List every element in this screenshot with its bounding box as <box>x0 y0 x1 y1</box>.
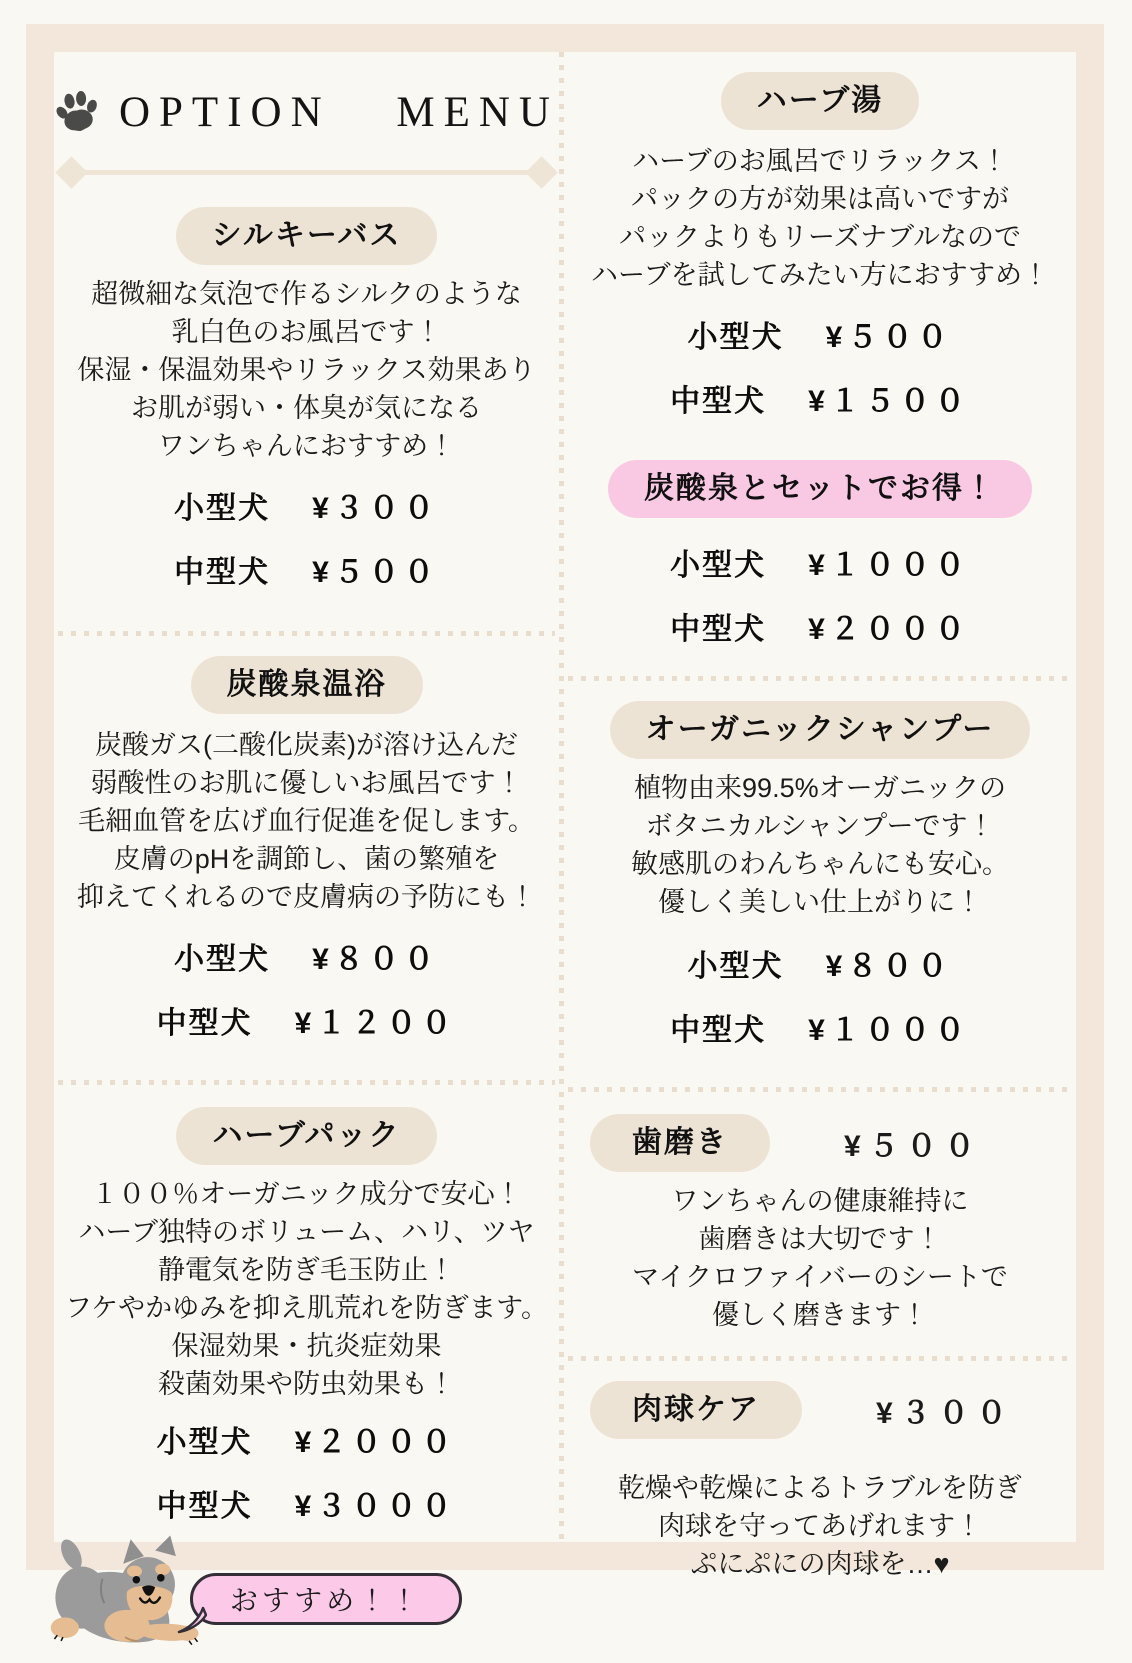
description-line: 殺菌効果や防虫効果も！ <box>158 1369 455 1399</box>
price-row <box>688 312 953 356</box>
organic-shampoo-prices <box>564 941 1076 1049</box>
price-row <box>670 1005 970 1049</box>
page-title: OPTION MENU <box>118 88 559 136</box>
price-value: ¥１５００ <box>808 385 970 418</box>
price-value: ¥５００ <box>825 321 953 354</box>
section-herb-pack-header <box>54 1107 559 1165</box>
description-line: ボタニカルシャンプーです！ <box>645 811 995 841</box>
speech-bubble-tail <box>177 1606 207 1634</box>
description-line: 歯磨きは大切です！ <box>698 1224 942 1254</box>
section-divider <box>58 631 555 636</box>
price-size-label: 小型犬 <box>687 950 784 983</box>
price-row <box>157 998 457 1042</box>
section-paw-care-header <box>564 1381 1076 1439</box>
price-row <box>174 547 439 591</box>
description-line: 抑えてくれるので皮膚病の予防にも！ <box>77 882 536 912</box>
section-divider <box>568 676 1072 681</box>
price-row <box>688 941 953 985</box>
price-value: ¥１０００ <box>808 1014 970 1047</box>
price-value: ¥３００ <box>312 492 439 525</box>
right-column <box>564 52 1076 1579</box>
price-size-label: 中型犬 <box>670 385 767 418</box>
recommendation-row <box>54 1533 559 1663</box>
title-divider <box>62 170 551 175</box>
description-line: 敏感肌のわんちゃんにも安心。 <box>631 849 1009 879</box>
organic-shampoo-description <box>564 769 1076 921</box>
description-line: お肌が弱い・体臭が気になる <box>131 393 482 423</box>
dog-illustration <box>46 1535 206 1663</box>
price-row <box>174 934 439 978</box>
section-herb-bath-header <box>564 72 1076 130</box>
silky-bath-description <box>54 275 559 465</box>
section-divider <box>58 1080 555 1085</box>
price-size-label: 小型犬 <box>174 943 271 976</box>
menu-content <box>54 52 1076 1616</box>
description-line: 保湿効果・抗炎症効果 <box>171 1331 442 1361</box>
carbonated-bath-prices <box>54 934 559 1042</box>
description-line: 超微細な気泡で作るシルクのような <box>91 279 522 309</box>
price-size-label: 小型犬 <box>687 321 784 354</box>
tooth-brushing-description <box>564 1182 1076 1334</box>
price-size-label: 中型犬 <box>670 1014 767 1047</box>
price-value: ¥２０００ <box>294 1426 457 1459</box>
description-line: 優しく美しい仕上がりに！ <box>658 887 982 917</box>
recommendation-text: おすすめ！！ <box>229 1585 423 1616</box>
description-line: フケやかゆみを抑え肌荒れを防ぎます。 <box>64 1293 549 1323</box>
paw-care-badge: 肉球ケア <box>590 1381 802 1439</box>
price-size-label: 中型犬 <box>156 1490 253 1523</box>
price-row <box>157 1481 457 1525</box>
price-value: ¥２０００ <box>808 613 970 646</box>
description-line: ワンちゃんにおすすめ！ <box>157 431 456 461</box>
price-row <box>157 1417 457 1461</box>
price-size-label: 中型犬 <box>174 556 271 589</box>
description-line: パックよりもリーズナブルなので <box>618 222 1022 252</box>
section-divider <box>568 1356 1072 1361</box>
herb-bath-prices <box>564 312 1076 420</box>
price-value: ¥１０００ <box>808 549 970 582</box>
carbonated-bath-description <box>54 726 559 916</box>
description-line: ぷにぷにの肉球を…♥ <box>690 1549 950 1579</box>
description-line: 乳白色のお風呂です！ <box>171 317 442 347</box>
description-line: 静電気を防ぎ毛玉防止！ <box>158 1255 455 1285</box>
description-line: 植物由来99.5%オーガニックの <box>634 773 1006 803</box>
set-offer-prices <box>564 540 1076 648</box>
silky-bath-badge: シルキーバス <box>176 207 438 265</box>
description-line: パックの方が効果は高いですが <box>631 184 1009 214</box>
herb-bath-badge: ハーブ湯 <box>721 72 920 130</box>
description-line: 保湿・保温効果やリラックス効果あり <box>77 355 536 385</box>
divider-diamond-left <box>55 156 88 189</box>
price-row <box>670 604 970 648</box>
description-line: １００％オーガニック成分で安心！ <box>91 1179 522 1209</box>
section-carbonated-bath-header <box>54 656 559 714</box>
header <box>54 76 559 148</box>
price-size-label: 小型犬 <box>174 492 271 525</box>
organic-shampoo-badge: オーガニックシャンプー <box>610 701 1031 759</box>
section-divider <box>568 1087 1072 1092</box>
section-tooth-brushing-header <box>564 1114 1076 1172</box>
section-silky-bath-header <box>54 207 559 265</box>
description-line: ワンちゃんの健康維持に <box>671 1186 969 1216</box>
description-line: 肉球を守ってあげれます！ <box>658 1511 982 1541</box>
description-line: マイクロファイバーのシートで <box>632 1262 1008 1292</box>
price-value: ¥１２００ <box>294 1007 457 1040</box>
price-value: ¥３０００ <box>294 1490 457 1523</box>
divider-diamond-right <box>525 156 558 189</box>
description-line: 優しく磨きます！ <box>712 1300 928 1330</box>
description-line: ハーブのお風呂でリラックス！ <box>632 146 1008 176</box>
price-value: ¥８００ <box>312 943 439 976</box>
silky-bath-prices <box>54 483 559 591</box>
description-line: ハーブ独特のボリューム、ハリ、ツヤ <box>78 1217 535 1247</box>
price-value: ¥５００ <box>312 556 439 589</box>
description-line: 乾燥や乾燥によるトラブルを防ぎ <box>618 1473 1022 1503</box>
price-value: ¥８００ <box>825 950 953 983</box>
paw-care-description <box>564 1469 1076 1583</box>
set-offer-header <box>564 460 1076 518</box>
set-offer-badge: 炭酸泉とセットでお得！ <box>608 460 1032 518</box>
herb-pack-badge: ハーブパック <box>176 1107 436 1165</box>
left-column <box>54 52 559 1616</box>
description-line: ハーブを試してみたい方におすすめ！ <box>591 260 1049 290</box>
price-size-label: 小型犬 <box>156 1426 253 1459</box>
price-row <box>670 376 970 420</box>
tooth-brushing-price: ¥５００ <box>844 1130 983 1163</box>
recommendation-bubble <box>190 1573 462 1625</box>
description-line: 弱酸性のお肌に優しいお風呂です！ <box>90 768 523 798</box>
description-line: 炭酸ガス(二酸化炭素)が溶け込んだ <box>95 730 518 760</box>
paw-care-price: ¥３００ <box>876 1397 1015 1430</box>
section-organic-shampoo-header <box>564 701 1076 759</box>
price-size-label: 中型犬 <box>156 1007 253 1040</box>
price-row <box>670 540 970 584</box>
herb-bath-description <box>564 142 1076 294</box>
paw-icon <box>54 79 99 145</box>
price-size-label: 小型犬 <box>670 549 767 582</box>
price-row <box>174 483 439 527</box>
price-size-label: 中型犬 <box>670 613 767 646</box>
herb-pack-prices <box>54 1417 559 1525</box>
tooth-brushing-badge: 歯磨き <box>590 1114 770 1172</box>
description-line: 皮膚のpHを調節し、菌の繁殖を <box>113 844 500 874</box>
carbonated-bath-badge: 炭酸泉温浴 <box>191 656 423 714</box>
description-line: 毛細血管を広げ血行促進を促します。 <box>78 806 535 836</box>
herb-pack-description <box>54 1175 559 1403</box>
